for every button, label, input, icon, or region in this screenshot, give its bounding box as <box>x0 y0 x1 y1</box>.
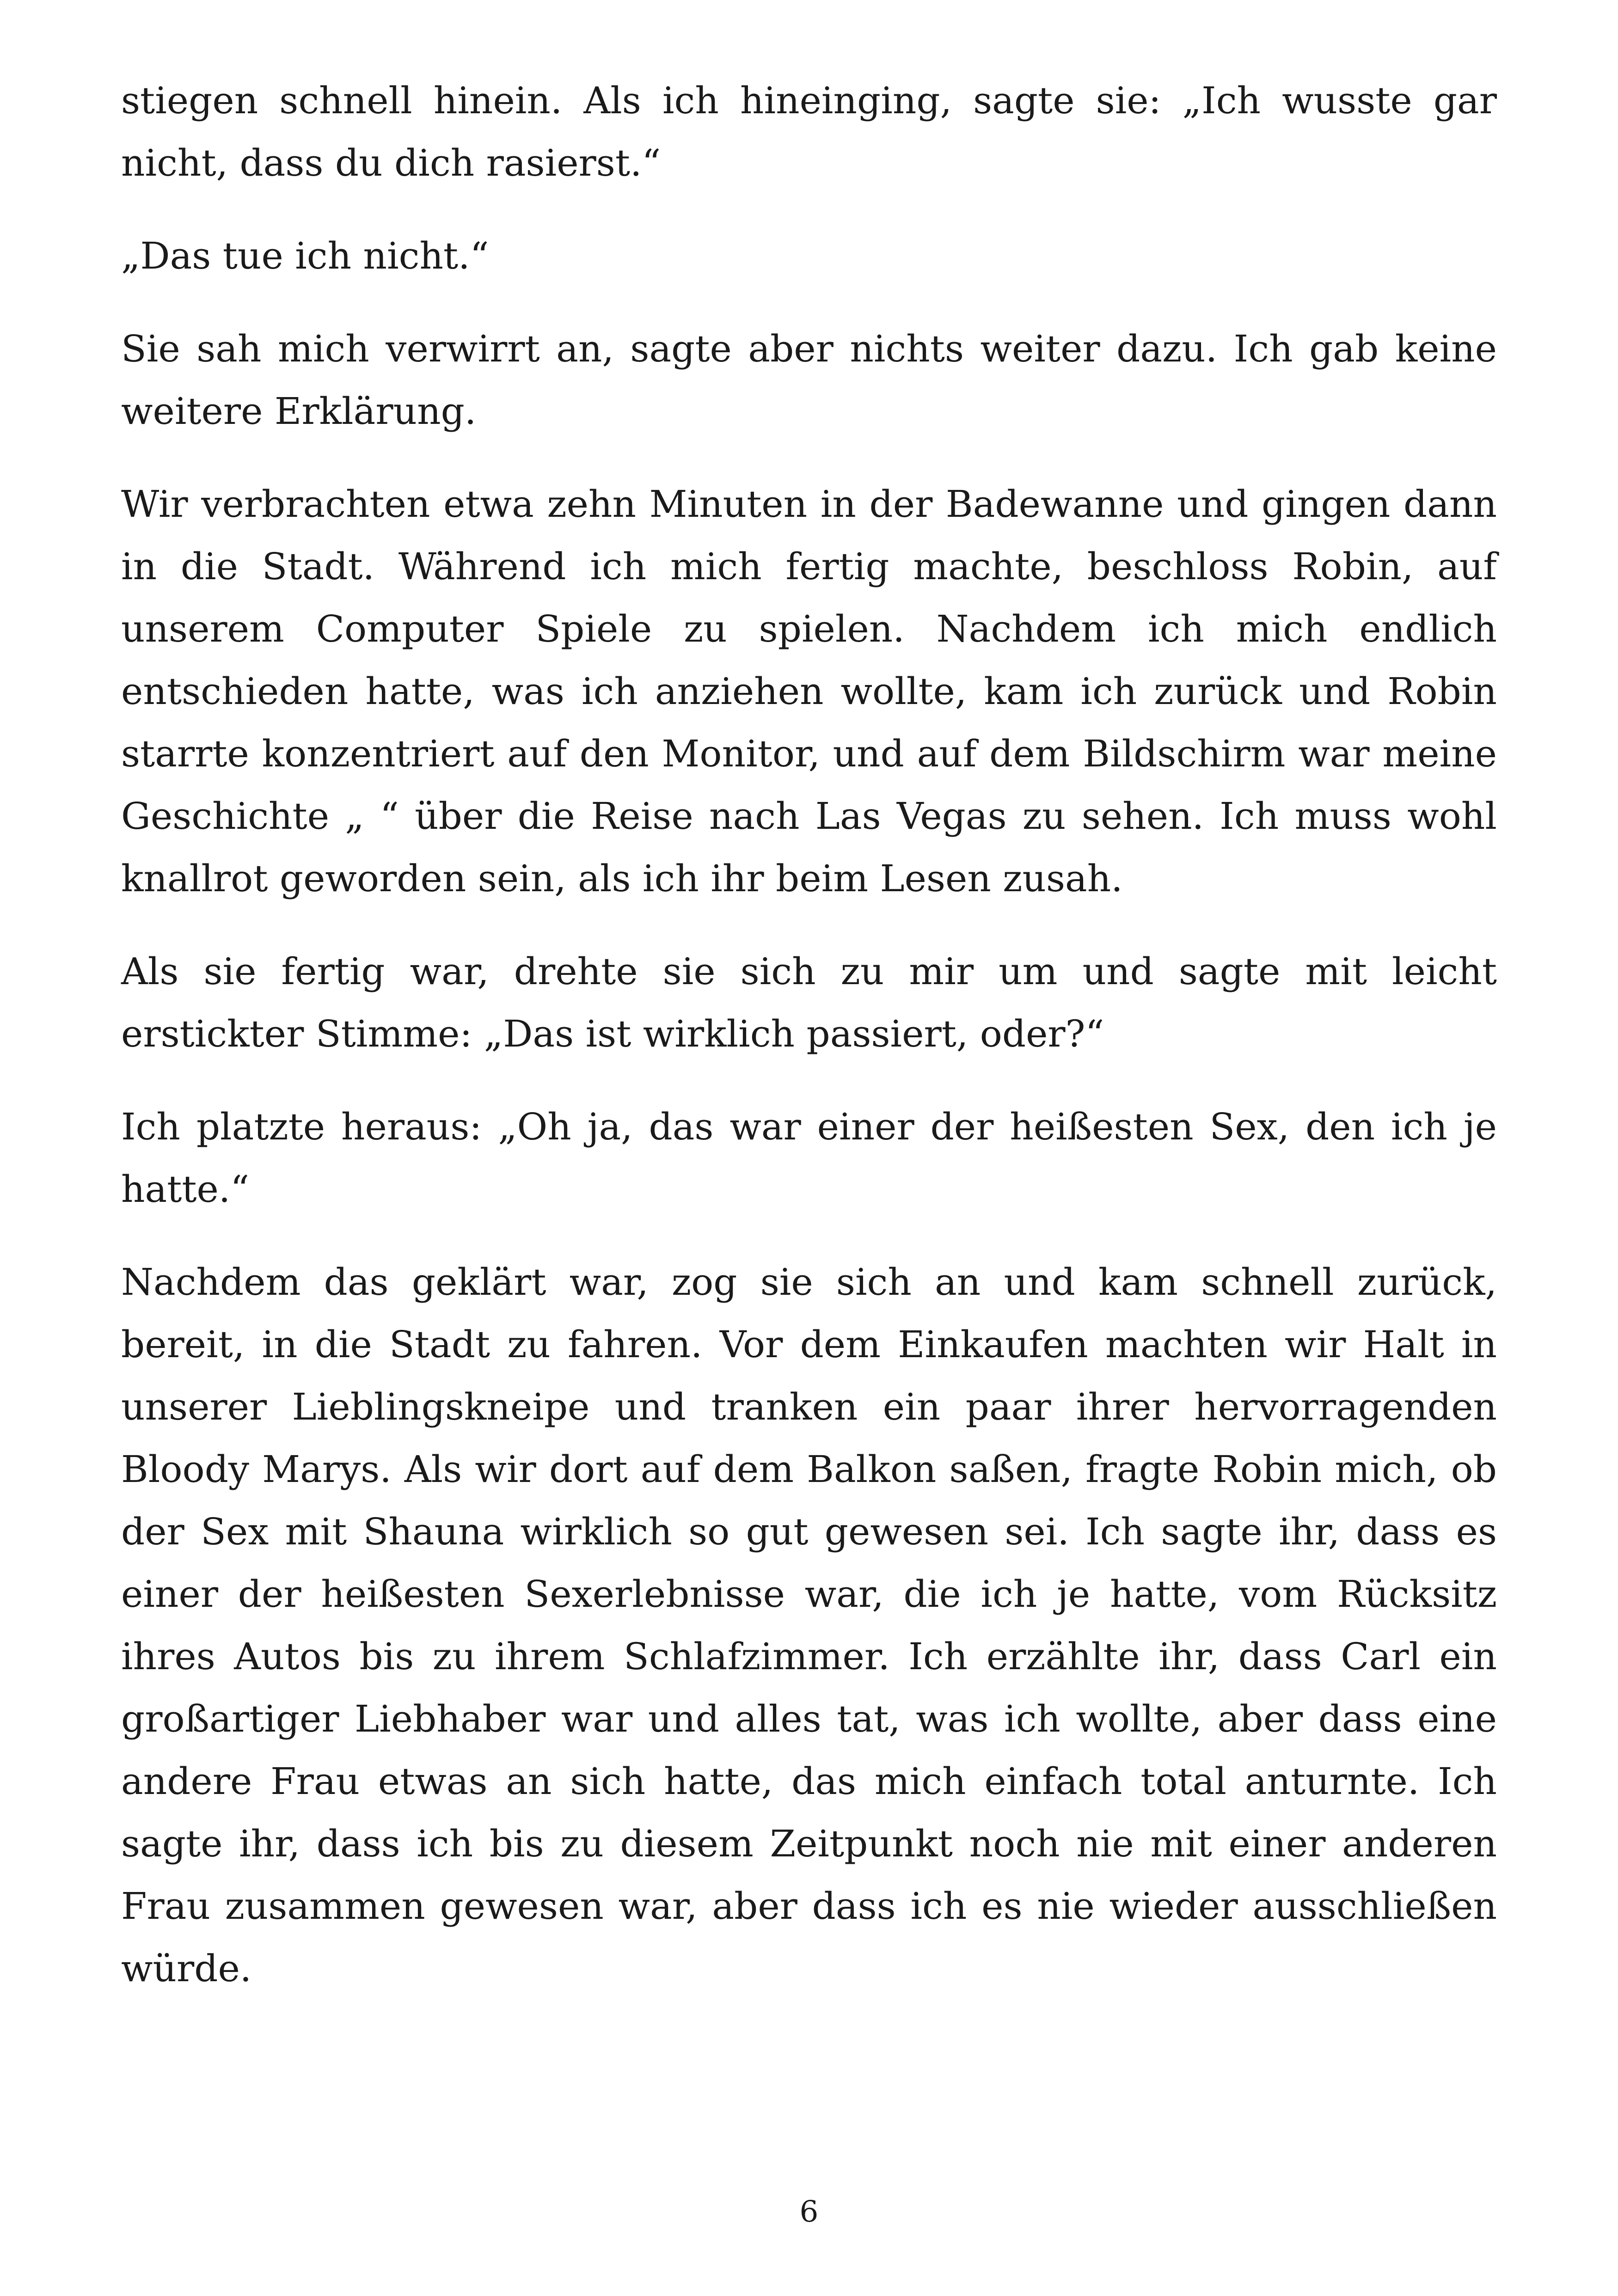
paragraph: Sie sah mich verwirrt an, sagte aber nichts weiter dazu. Ich gab keine weitere Erklärung. <box>121 327 1497 433</box>
paragraph: „Das tue ich nicht.“ <box>121 234 489 277</box>
body-text <box>121 69 1497 2030</box>
paragraph: Nachdem das geklärt war, zog sie sich an und kam schnell zurück, bereit, in die Stadt zu fahren. Vor dem Einkaufen machten wir Halt in unserer Lieblingskneipe und tranken ein paar ihrer hervorragenden Bloody Marys. Als wir dort auf dem Balkon saßen, fragte Robin mich, ob der Sex mit Shauna wirklich so gut gewesen sei. Ich sagte ihr, dass es einer der heißesten Sexerlebnisse war, die ich je hatte, vom Rücksitz ihres Autos bis zu ihrem Schlafzimmer. Ich erzählte ihr, dass Carl ein großartiger Liebhaber war und alles tat, was ich wollte, aber dass eine andere Frau etwas an sich hatte, das mich einfach total anturnte. Ich sagte ihr, dass ich bis zu diesem Zeitpunkt noch nie mit einer anderen Frau zusammen gewesen war, aber dass ich es nie wieder ausschließen würde. <box>121 1261 1497 1990</box>
paragraph: Ich platzte heraus: „Oh ja, das war einer der heißesten Sex, den ich je hatte.“ <box>121 1105 1497 1211</box>
paragraph: stiegen schnell hinein. Als ich hineinging, sagte sie: „Ich wusste gar nicht, dass du dich rasierst.“ <box>121 79 1497 184</box>
page-number: 6 <box>799 2195 819 2229</box>
paragraph: Wir verbrachten etwa zehn Minuten in der Badewanne und gingen dann in die Stadt. Während ich mich fertig machte, beschloss Robin, auf unserem Computer Spiele zu spielen. Nachdem ich mich endlich entschieden hatte, was ich anziehen wollte, kam ich zurück und Robin starrte konzentriert auf den Monitor, und auf dem Bildschirm war meine Geschichte „ “ über die Reise nach Las Vegas zu sehen. Ich muss wohl knallrot geworden sein, als ich ihr beim Lesen zusah. <box>121 483 1497 900</box>
paragraph: Als sie fertig war, drehte sie sich zu mir um und sagte mit leicht erstickter Stimme: „Das ist wirklich passiert, oder?“ <box>121 950 1497 1055</box>
